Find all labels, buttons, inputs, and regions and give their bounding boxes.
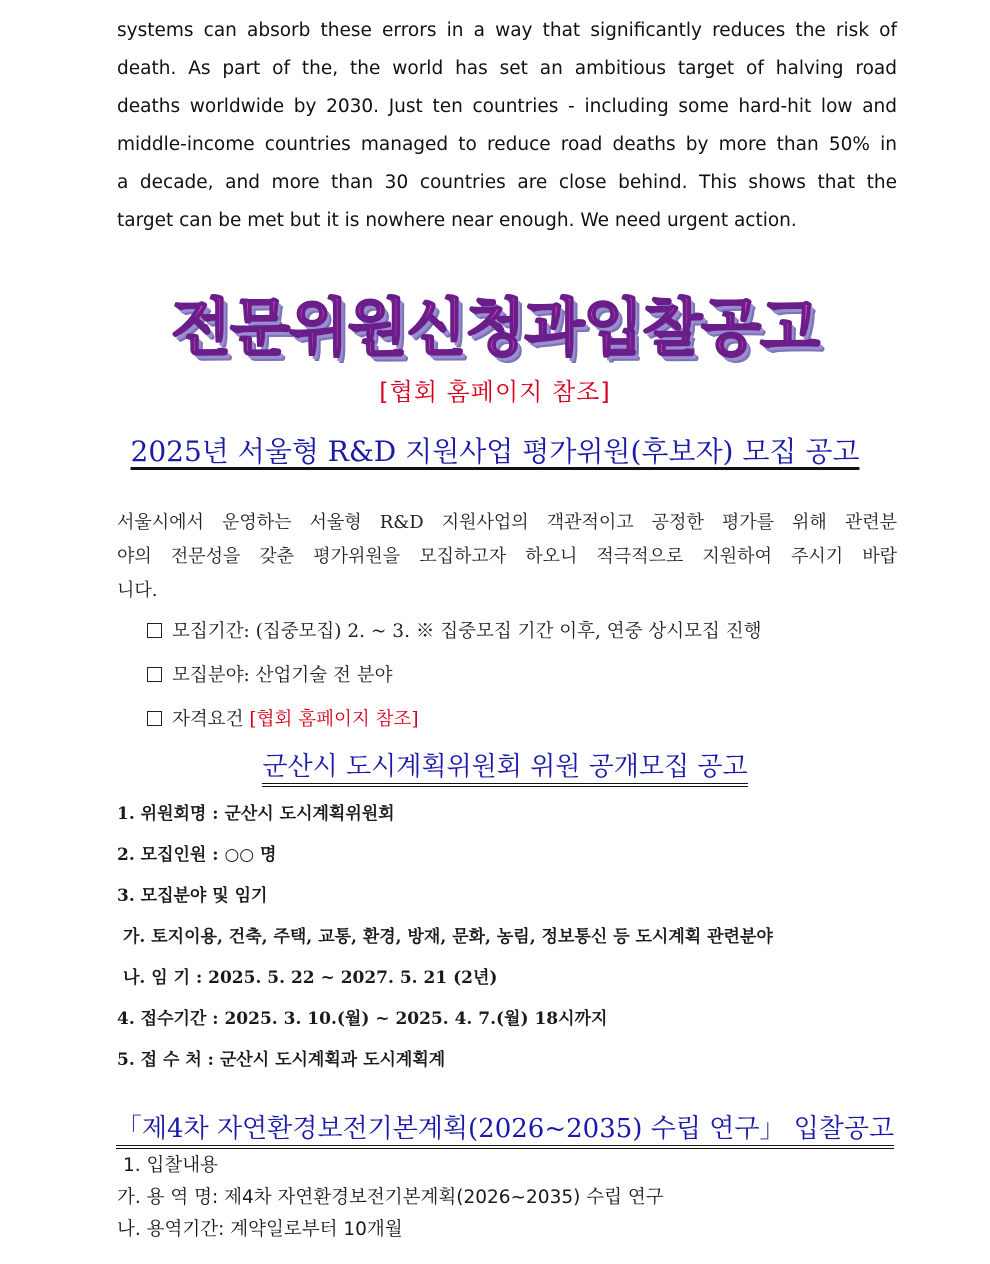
checklist-item-text: 자격요건 bbox=[172, 709, 250, 730]
section2-row: 1. 위원회명 : 군산시 도시계획위원회 bbox=[117, 804, 395, 824]
intro-line: death. As part of the, the world has set an ambitious target of halving road bbox=[117, 58, 897, 79]
banner-reference-note: [협회 홈페이지 참조] bbox=[379, 378, 611, 406]
section3-row: 나. 용역기간: 계약일로부터 10개월 bbox=[117, 1219, 403, 1240]
intro-paragraph bbox=[117, 12, 897, 240]
section2-title-text: 군산시 도시계획위원회 위원 공개모집 공고 bbox=[262, 752, 747, 787]
section2-list bbox=[117, 796, 917, 1083]
checkbox-icon bbox=[147, 667, 162, 682]
section3-list bbox=[117, 1150, 917, 1246]
section2-row: 5. 접 수 처 : 군산시 도시계획과 도시계획계 bbox=[117, 1050, 446, 1070]
checklist-item-text: 모집분야: 산업기술 전 분야 bbox=[172, 665, 393, 686]
checklist-item-highlight: [협회 홈페이지 참조] bbox=[249, 709, 419, 730]
checklist-item bbox=[147, 614, 907, 658]
intro-line: a decade, and more than 30 countries are close behind. This shows that the bbox=[117, 172, 897, 193]
section1-body-line: 야의 전문성을 갖춘 평가위원을 모집하고자 하오니 적극적으로 지원하여 주시기 바랍 bbox=[117, 546, 897, 567]
section1-title: 2025년 서울형 R&D 지원사업 평가위원(후보자) 모집 공고 bbox=[130, 435, 860, 468]
checklist-item-text: 모집기간: (집중모집) 2. ~ 3. ※ 집중모집 기간 이후, 연중 상시모집 진행 bbox=[172, 621, 762, 642]
section2-row: 4. 접수기간 : 2025. 3. 10.(월) ~ 2025. 4. 7.(월) 18시까지 bbox=[117, 1009, 608, 1029]
intro-line: middle-income countries managed to reduce road deaths by more than 50% in bbox=[117, 134, 897, 155]
section2-row: 2. 모집인원 : ○○ 명 bbox=[117, 845, 277, 865]
checkbox-icon bbox=[147, 623, 162, 638]
section2-title bbox=[0, 746, 990, 783]
intro-line: target can be met but it is nowhere near enough. We need urgent action. bbox=[117, 210, 797, 231]
section1-body-line: 서울시에서 운영하는 서울형 R&D 지원사업의 객관적이고 공정한 평가를 위해 관련분 bbox=[117, 512, 897, 533]
section1-checklist bbox=[147, 614, 907, 746]
section1-body-line: 니다. bbox=[117, 580, 158, 601]
checklist-item bbox=[147, 658, 907, 702]
section2-row: 가. 토지이용, 건축, 주택, 교통, 환경, 방재, 문화, 농림, 정보통신 등 도시계획 관련분야 bbox=[123, 927, 773, 947]
section3-title bbox=[0, 1108, 990, 1145]
section3-row: 가. 용 역 명: 제4차 자연환경보전기본계획(2026~2035) 수립 연구 bbox=[117, 1187, 664, 1208]
section2-row: 나. 임 기 : 2025. 5. 22 ~ 2027. 5. 21 (2년) bbox=[123, 968, 498, 988]
intro-line: systems can absorb these errors in a way that significantly reduces the risk of bbox=[117, 20, 897, 41]
section3-row: 1. 입찰내용 bbox=[123, 1155, 219, 1176]
checkbox-icon bbox=[147, 711, 162, 726]
section1-body bbox=[117, 506, 897, 608]
banner-title: 전문위원신청과입찰공고 bbox=[171, 291, 819, 364]
section2-row: 3. 모집분야 및 임기 bbox=[117, 886, 268, 906]
checklist-item bbox=[147, 702, 907, 746]
intro-line: deaths worldwide by 2030. Just ten countries - including some hard-hit low and bbox=[117, 96, 897, 117]
section3-title-text: 「제4차 자연환경보전기본계획(2026~2035) 수립 연구」 입찰공고 bbox=[116, 1114, 894, 1149]
